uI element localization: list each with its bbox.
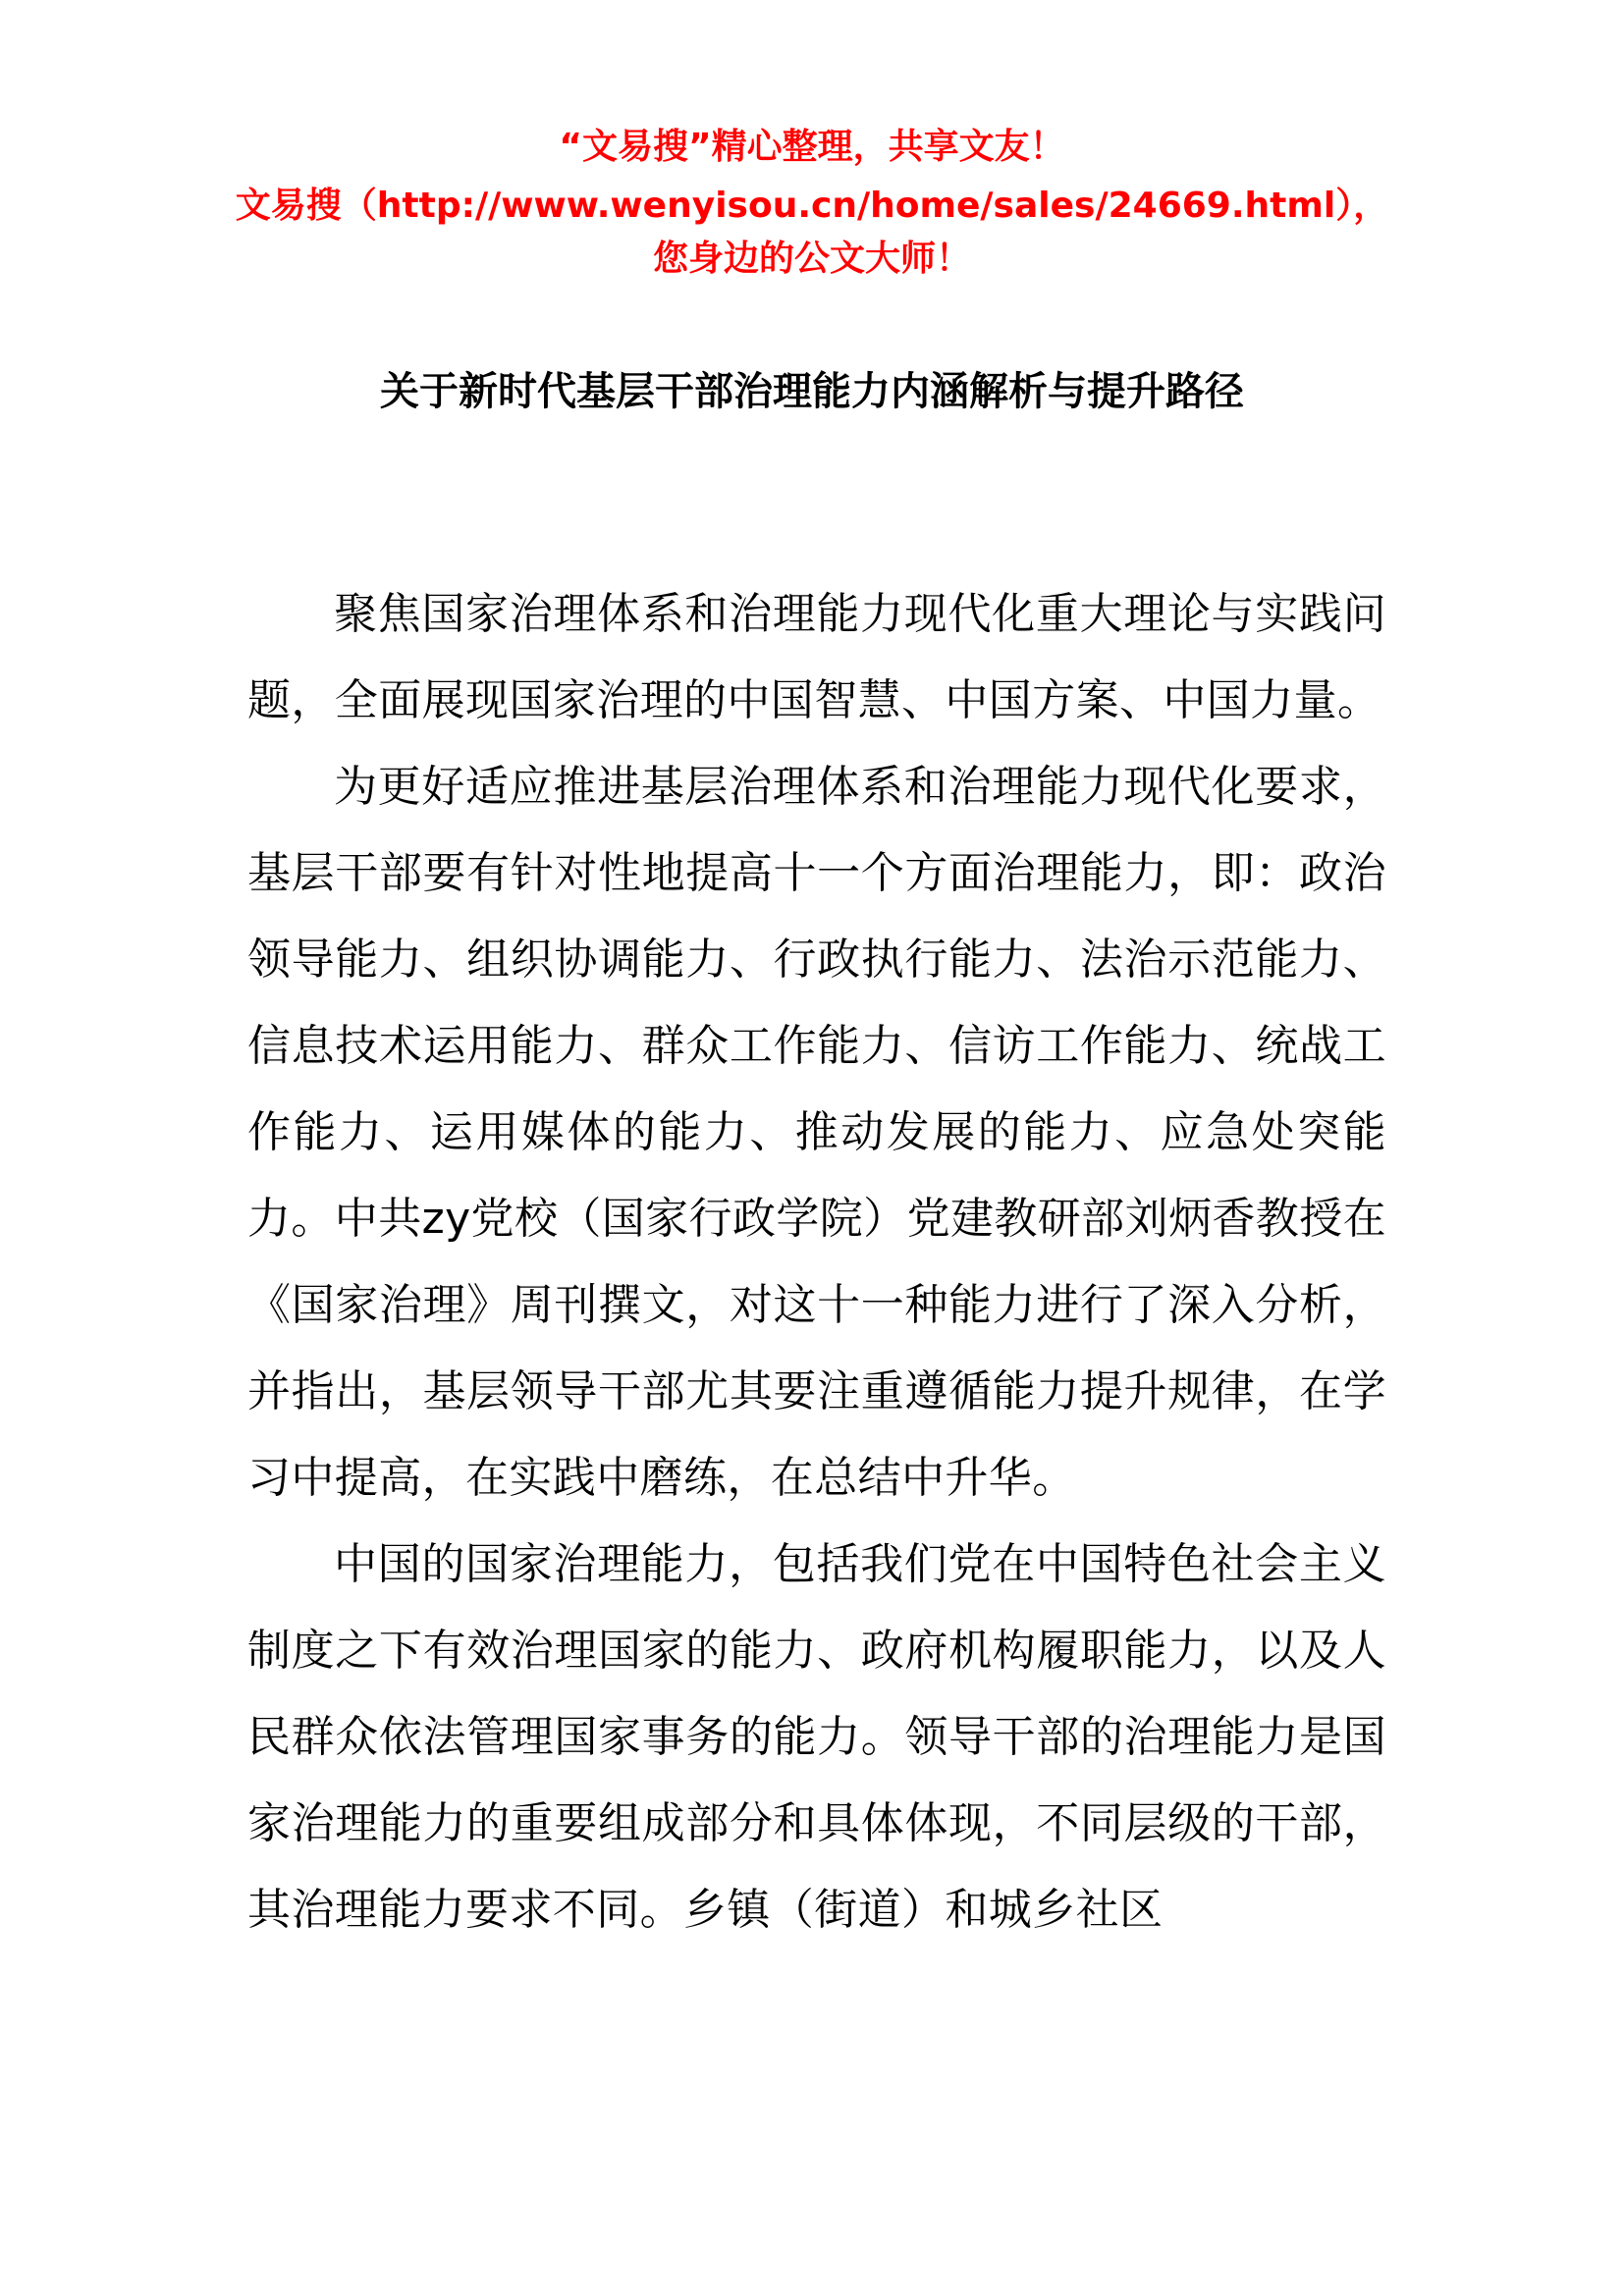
paragraph: 聚焦国家治理体系和治理能力现代化重大理论与实践问题，全面展现国家治理的中国智慧、中国方案、中国力量。 [247, 589, 1386, 725]
paragraph: 为更好适应推进基层治理体系和治理能力现代化要求，基层干部要有针对性地提高十一个方面治理能力，即：政治领导能力、组织协调能力、行政执行能力、法治示范能力、信息技术运用能力、群众工作能力、信访工作能力、统战工作能力、运用媒体的能力、推动发展的能力、应急处突能力。中共zy党校（国家行政学院）党建教研部刘炳香教授在《国家治理》周刊撰文，对这十一种能力进行了深入分析，并指出，基层领导干部尤其要注重遵循能力提升规律，在学习中提高，在实践中磨练，在总结中升华。 [247, 762, 1386, 1503]
paragraph: 中国的国家治理能力，包括我们党在中国特色社会主义制度之下有效治理国家的能力、政府机构履职能力，以及人民群众依法管理国家事务的能力。领导干部的治理能力是国家治理能力的重要组成部分和具体体现，不同层级的干部，其治理能力要求不同。乡镇（街道）和城乡社区 [247, 1539, 1386, 1935]
document-body [247, 571, 1386, 1953]
promo-line-1: “文易搜”精心整理，共享文友！ [559, 127, 1065, 167]
promo-line-3: 您身边的公文大师！ [652, 239, 971, 279]
document-title: 关于新时代基层干部治理能力内涵解析与提升路径 [380, 369, 1244, 414]
promo-link-line[interactable]: 文易搜（http://www.wenyisou.cn/home/sales/24669.html）， [235, 186, 1389, 226]
